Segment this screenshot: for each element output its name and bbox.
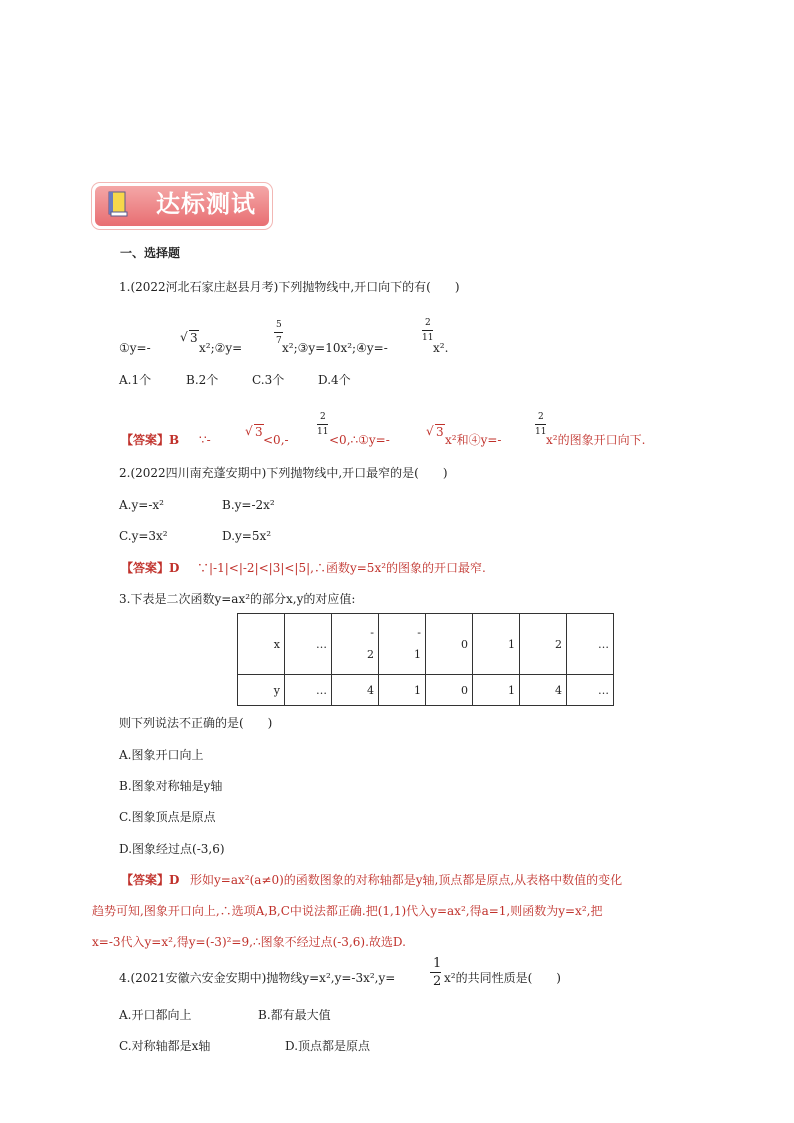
section-banner <box>92 183 272 229</box>
table-cell-y-1: … <box>285 675 332 706</box>
table-row-x <box>238 614 614 675</box>
q3-option-c: C.图象顶点是原点 <box>119 810 216 824</box>
table-cell-y-7: … <box>567 675 614 706</box>
table-cell-x-1: … <box>285 614 332 675</box>
q1-answer-text2: <0,- <box>263 433 289 447</box>
table-cell-label-x: x <box>238 614 285 675</box>
table-cell-label-y: y <box>238 675 285 706</box>
q1-answer-frac1-bar <box>317 424 328 425</box>
q1-sqrt-radicand: 3 <box>190 331 198 345</box>
q1-option-b: B.2个 <box>186 373 219 387</box>
section-title: 一、选择题 <box>120 246 181 260</box>
table-cell-x-4: 0 <box>426 614 473 675</box>
q1-option-c: C.3个 <box>252 373 285 387</box>
q1-frac2-bar <box>422 330 433 331</box>
q3-option-a: A.图象开口向上 <box>119 748 204 762</box>
q1-answer-sqrt2-radicand: 3 <box>436 425 444 439</box>
q1-answer-label: 【答案】B <box>121 433 180 447</box>
q1-formula-part4: x². <box>433 341 449 355</box>
q1-answer-frac2-den: 11 <box>535 427 547 437</box>
q4-option-a: A.开口都向上 <box>119 1008 192 1022</box>
q1-frac1-num: 5 <box>276 320 282 330</box>
table-cell-y-3: 1 <box>379 675 426 706</box>
q3-answer-line2: 趋势可知,图象开口向上,∴选项A,B,C中说法都正确.把(1,1)代入y=ax²,得a=1,则函数为y=x²,把 <box>92 904 603 918</box>
table-cell-y-5: 1 <box>473 675 520 706</box>
q1-sqrt-symbol: √ <box>180 330 188 344</box>
q1-formula-part1: ①y=- <box>119 341 151 355</box>
q2-answer-label: 【答案】D <box>121 561 180 575</box>
q1-frac2-num: 2 <box>425 318 431 328</box>
table-cell-y-2: 4 <box>332 675 379 706</box>
table-cell-x-3: - 1 <box>379 614 426 675</box>
q4-stem-part2: x²的共同性质是( ) <box>444 971 561 985</box>
q1-option-a: A.1个 <box>119 373 152 387</box>
q4-frac-den: 2 <box>433 974 442 989</box>
q1-answer-sqrt1-radicand: 3 <box>255 425 263 439</box>
q3-option-d: D.图象经过点(-3,6) <box>119 842 225 856</box>
q4-stem-part1: 4.(2021安徽六安金安期中)抛物线y=x²,y=-3x²,y= <box>119 971 396 985</box>
q1-answer-text5: x²的图象开口向下. <box>546 433 646 447</box>
q1-answer-frac2-bar <box>535 424 546 425</box>
q1-frac1-bar <box>274 332 283 333</box>
q2-stem: 2.(2022四川南充蓬安期中)下列抛物线中,开口最窄的是( ) <box>119 466 448 480</box>
q1-answer-sqrt1-symbol: √ <box>245 424 253 438</box>
q1-frac1-den: 7 <box>276 336 282 346</box>
table-cell-x-7: … <box>567 614 614 675</box>
q1-formula-part3: x²;③y=10x²;④y=- <box>282 341 388 355</box>
q4-option-c: C.对称轴都是x轴 <box>119 1039 211 1053</box>
table-cell-x-2: - 2 <box>332 614 379 675</box>
q4-option-b: B.都有最大值 <box>258 1008 331 1022</box>
table-cell-x-5: 1 <box>473 614 520 675</box>
q3-option-b: B.图象对称轴是y轴 <box>119 779 223 793</box>
q3-answer-line3: x=-3代入y=x²,得y=(-3)²=9,∴图象不经过点(-3,6).故选D. <box>92 935 406 949</box>
q3-stem: 3.下表是二次函数y=ax²的部分x,y的对应值: <box>119 592 356 606</box>
table-cell-y-6: 4 <box>520 675 567 706</box>
table-row-y <box>238 675 614 706</box>
q4-option-d: D.顶点都是原点 <box>285 1039 371 1053</box>
q1-answer-frac1-den: 11 <box>317 427 329 437</box>
table-cell-x-6: 2 <box>520 614 567 675</box>
value-table <box>237 613 614 706</box>
book-icon <box>106 190 130 218</box>
q1-answer-sqrt2-symbol: √ <box>426 424 434 438</box>
banner-title: 达标测试 <box>156 190 256 218</box>
table-cell-y-4: 0 <box>426 675 473 706</box>
q3-answer-label: 【答案】D <box>121 873 180 887</box>
q3-after-table: 则下列说法不正确的是( ) <box>119 716 273 730</box>
q1-stem: 1.(2022河北石家庄赵县月考)下列抛物线中,开口向下的有( ) <box>119 280 460 294</box>
q1-answer-frac1-num: 2 <box>320 412 326 422</box>
q1-formula-part2: x²;②y= <box>199 341 243 355</box>
q4-frac-num: 1 <box>433 956 442 971</box>
q4-frac-bar <box>430 972 441 973</box>
q2-option-b: B.y=-2x² <box>222 498 275 512</box>
q2-answer-text: ∵|-1|<|-2|<|3|<|5|,∴函数y=5x²的图象的开口最窄. <box>197 561 486 575</box>
q1-answer-text3: <0,∴①y=- <box>329 433 390 447</box>
q1-answer-text1: ∵- <box>199 433 211 447</box>
q1-frac2-den: 11 <box>422 333 434 343</box>
q2-option-d: D.y=5x² <box>222 529 272 543</box>
q3-answer-line1: 形如y=ax²(a≠0)的函数图象的对称轴都是y轴,顶点都是原点,从表格中数值的变化 <box>190 873 623 887</box>
q1-answer-text4: x²和④y=- <box>445 433 502 447</box>
q1-answer-frac2-num: 2 <box>538 412 544 422</box>
q1-option-d: D.4个 <box>318 373 351 387</box>
q2-option-c: C.y=3x² <box>119 529 168 543</box>
q2-option-a: A.y=-x² <box>119 498 164 512</box>
